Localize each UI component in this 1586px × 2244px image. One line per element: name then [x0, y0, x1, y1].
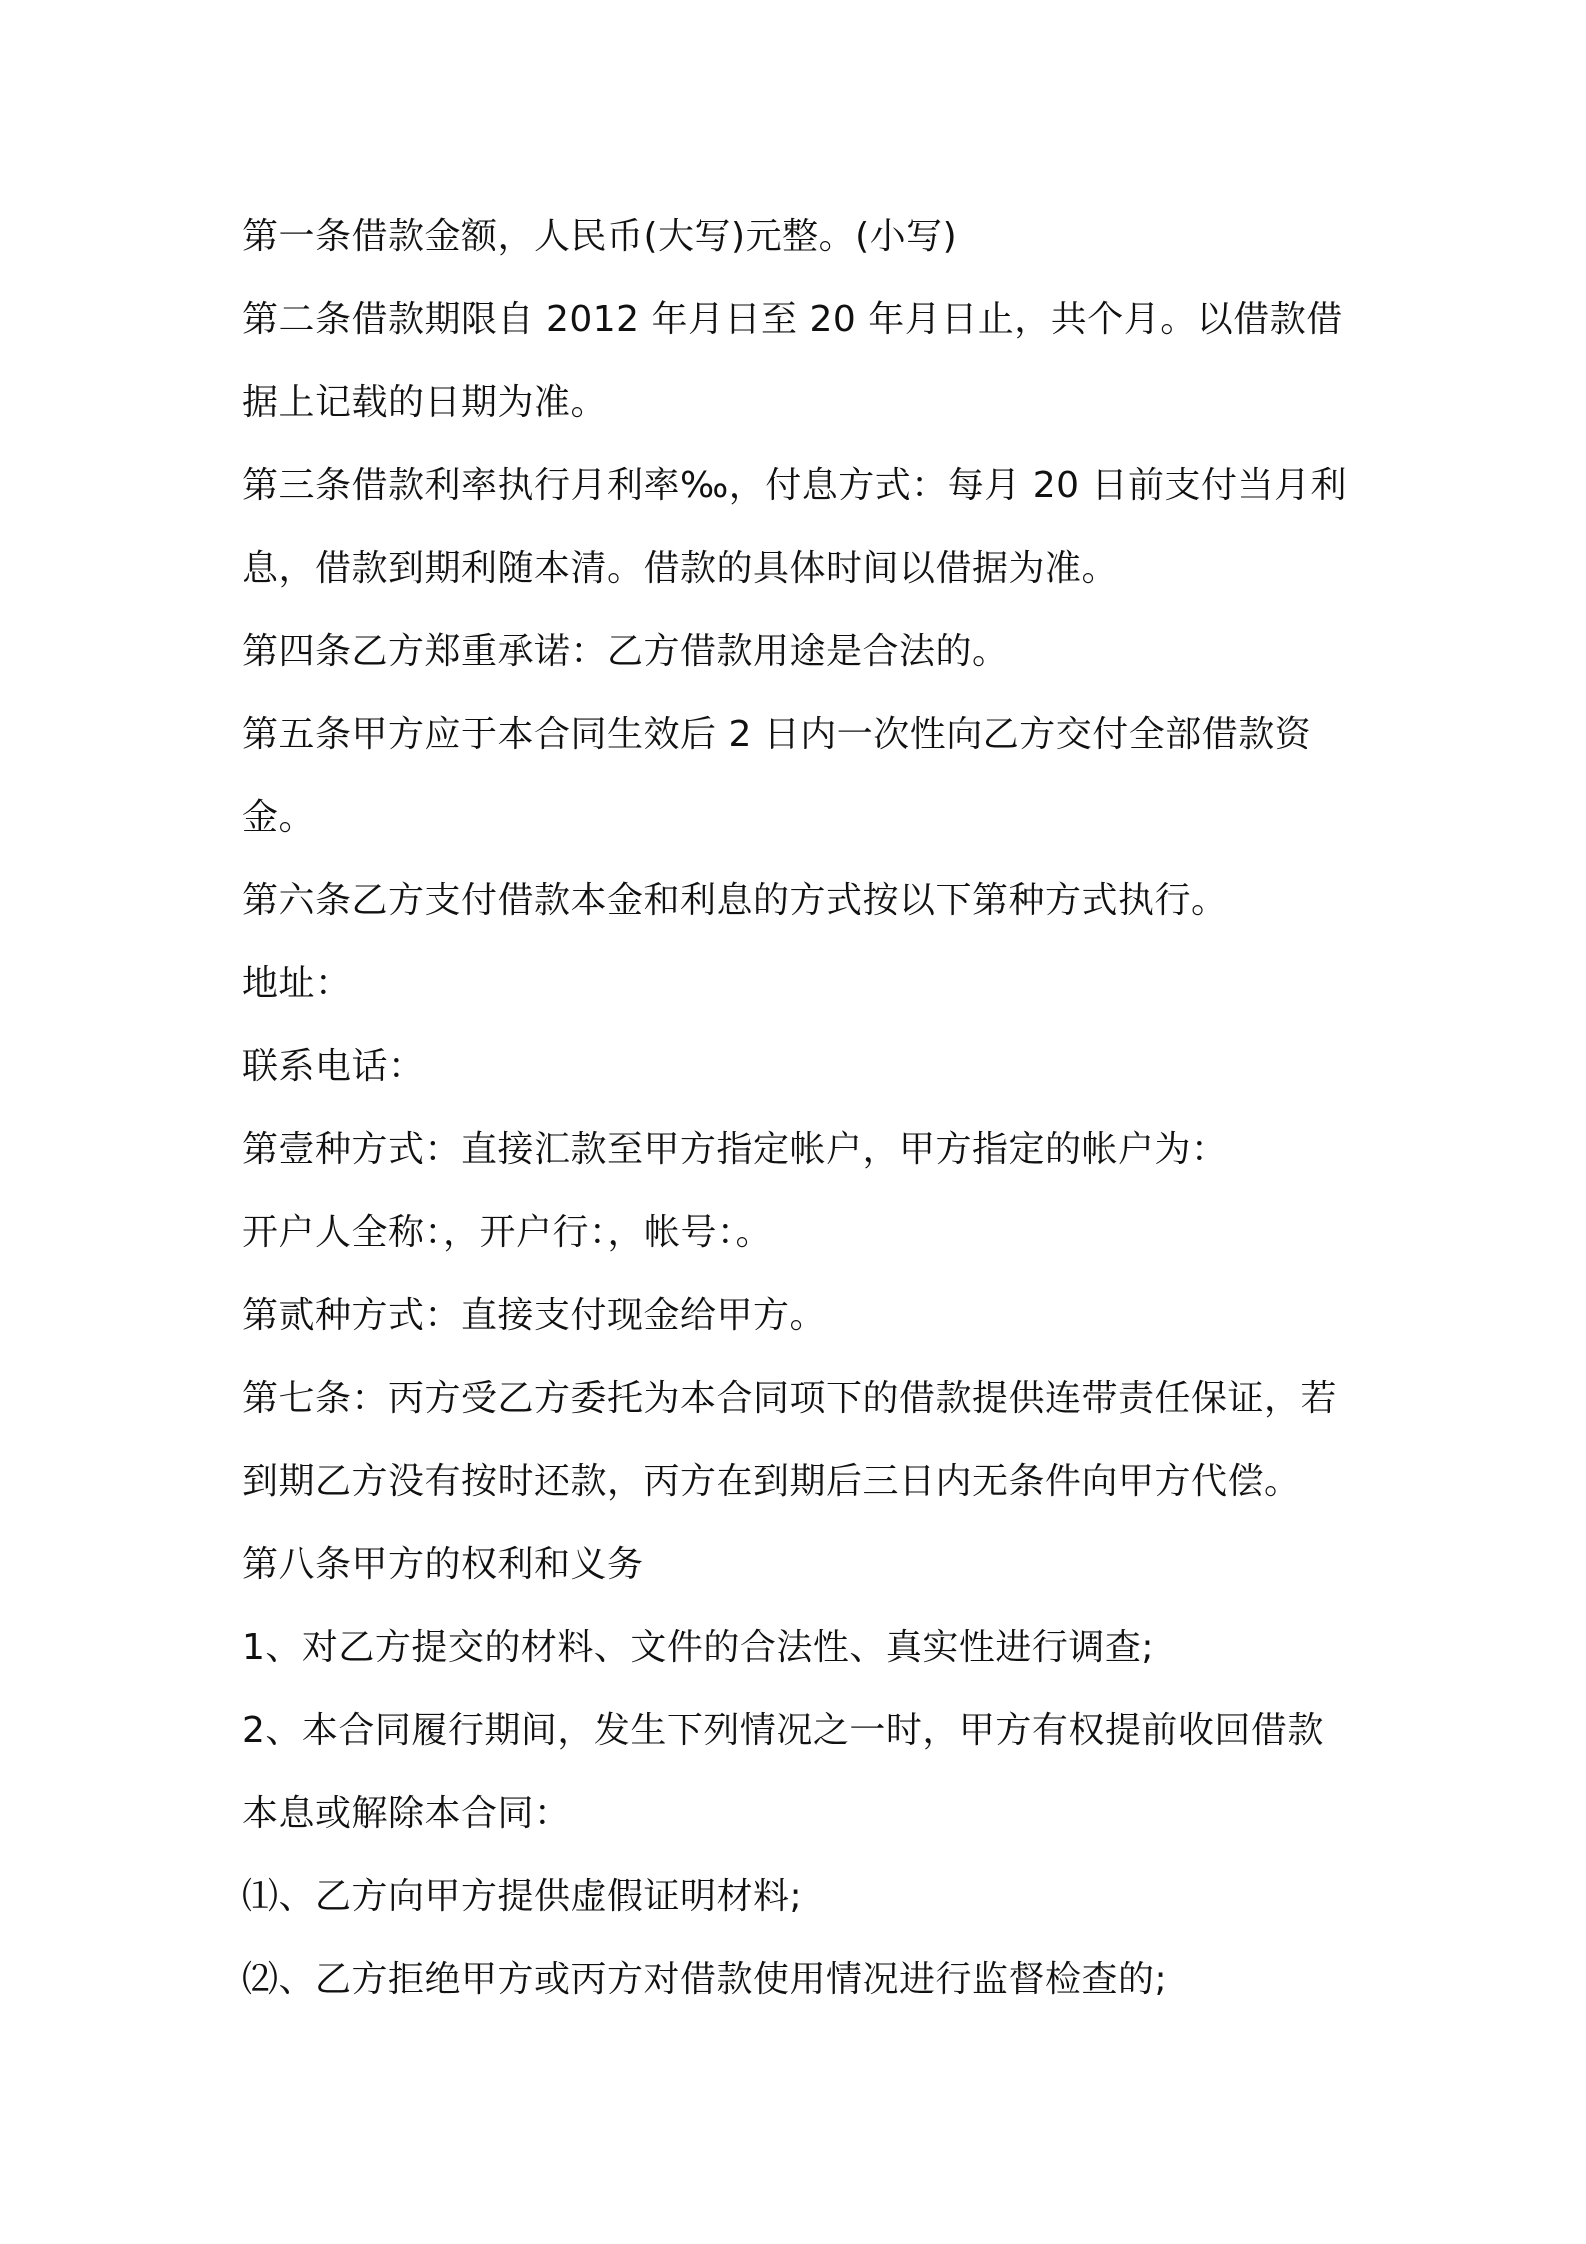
clause-3-interest-rate-cont: 息，借款到期利随本清。借款的具体时间以借据为准。: [242, 548, 1119, 589]
clause-8-item-1: 1、对乙方提交的材料、文件的合法性、真实性进行调查;: [242, 1627, 1155, 1668]
method-2-cash-payment: 第贰种方式：直接支付现金给甲方。: [242, 1295, 827, 1336]
clause-5-disbursement: 第五条甲方应于本合同生效后 2 日内一次性向乙方交付全部借款资: [242, 714, 1312, 755]
clause-8-item-2-cont: 本息或解除本合同：: [242, 1793, 571, 1834]
clause-4-borrower-commitment: 第四条乙方郑重承诺：乙方借款用途是合法的。: [242, 631, 1009, 672]
method-1-bank-transfer: 第壹种方式：直接汇款至甲方指定帐户，甲方指定的帐户为：: [242, 1129, 1228, 1170]
clause-8-subitem-1: ⑴、乙方向甲方提供虚假证明材料;: [242, 1876, 803, 1917]
clause-2-loan-term: 第二条借款期限自 2012 年月日至 20 年月日止，共个月。以借款借: [242, 299, 1343, 340]
clause-6-repayment-method: 第六条乙方支付借款本金和利息的方式按以下第种方式执行。: [242, 880, 1228, 921]
clause-2-loan-term-cont: 据上记载的日期为准。: [242, 382, 608, 423]
contract-body: [242, 195, 1362, 2021]
clause-8-subitem-2: ⑵、乙方拒绝甲方或丙方对借款使用情况进行监督检查的;: [242, 1959, 1168, 2000]
account-details-line: 开户人全称：，开户行：，帐号：。: [242, 1212, 773, 1253]
clause-1-loan-amount: 第一条借款金额，人民币(大写)元整。(小写): [242, 216, 958, 257]
clause-8-heading: 第八条甲方的权利和义务: [242, 1544, 644, 1585]
clause-3-interest-rate: 第三条借款利率执行月利率‰，付息方式：每月 20 日前支付当月利: [242, 465, 1348, 506]
clause-7-guarantee: 第七条：丙方受乙方委托为本合同项下的借款提供连带责任保证，若: [242, 1378, 1338, 1419]
address-line: 地址：: [242, 963, 352, 1004]
phone-line: 联系电话：: [242, 1046, 425, 1087]
clause-5-disbursement-cont: 金。: [242, 797, 316, 838]
clause-7-guarantee-cont: 到期乙方没有按时还款，丙方在到期后三日内无条件向甲方代偿。: [242, 1461, 1301, 1502]
clause-8-item-2: 2、本合同履行期间，发生下列情况之一时，甲方有权提前收回借款: [242, 1710, 1324, 1751]
